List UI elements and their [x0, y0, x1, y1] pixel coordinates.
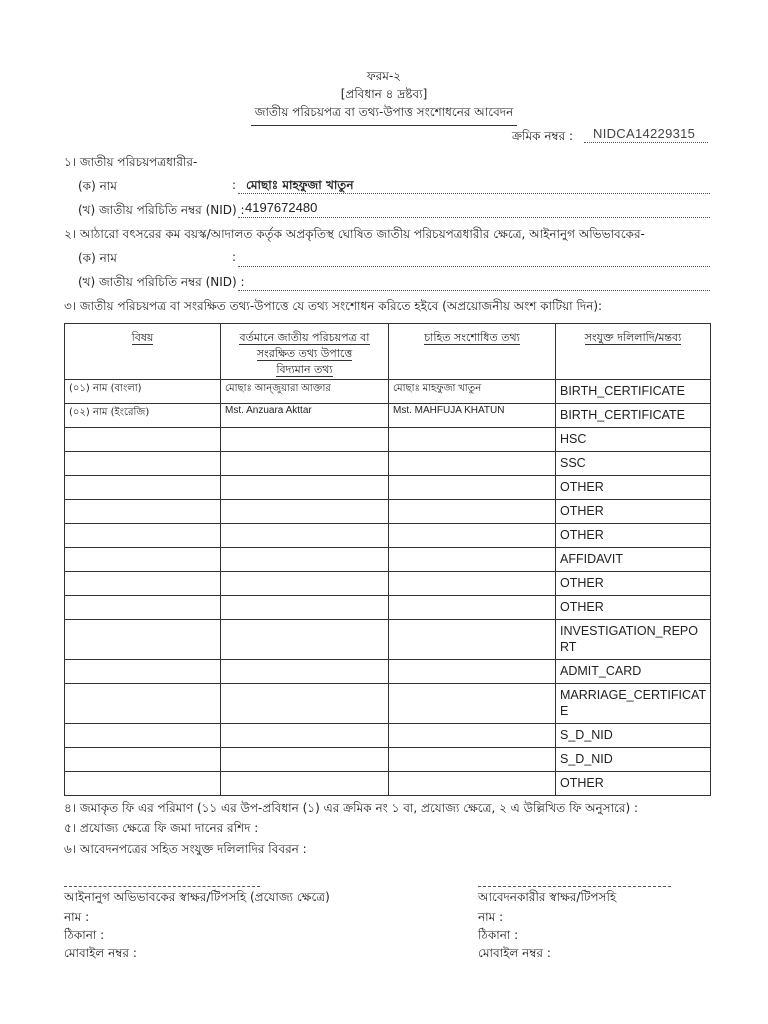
table-row: [65, 684, 711, 724]
guardian-address-field: ঠিকানা :: [64, 928, 105, 942]
cell-requested: [389, 748, 556, 772]
guardian-name-label: (ক) নাম: [78, 251, 117, 265]
cell-current: [221, 620, 389, 660]
table-row: [65, 772, 711, 796]
cell-subject: [65, 684, 221, 724]
holder-nid-label: (খ) জাতীয় পরিচিতি নম্বর (NID) :: [78, 203, 245, 217]
table-row: [65, 748, 711, 772]
guardian-mobile-field: মোবাইল নম্বর :: [64, 946, 137, 960]
section1-heading: ১। জাতীয় পরিচয়পত্রধারীর-: [64, 155, 198, 169]
cell-subject: [65, 452, 221, 476]
table-row: [65, 380, 711, 404]
table-row: [65, 428, 711, 452]
cell-current: মোছাঃ আন্জুয়ারা আক্তার: [221, 380, 389, 404]
cell-attachment: INVESTIGATION_REPORT: [556, 620, 711, 660]
guardian-name-line: [238, 266, 710, 267]
cell-attachment: MARRIAGE_CERTIFICATE: [556, 684, 711, 724]
cell-requested: [389, 620, 556, 660]
form-title: জাতীয় পরিচয়পত্র বা তথ্য-উপাত্ত সংশোধনের আবেদন: [251, 104, 517, 126]
correction-table: [64, 323, 711, 796]
cell-requested: [389, 548, 556, 572]
table-row: [65, 596, 711, 620]
table-row: [65, 572, 711, 596]
cell-subject: [65, 620, 221, 660]
cell-subject: [65, 772, 221, 796]
table-row: [65, 476, 711, 500]
applicant-name-field: নাম :: [478, 910, 504, 924]
col-header-attachment: সংযুক্ত দলিলাদি/মন্তব্য: [556, 324, 711, 380]
cell-requested: [389, 660, 556, 684]
section3-heading: ৩। জাতীয় পরিচয়পত্র বা সংরক্ষিত তথ্য-উপাত্তে যে তথ্য সংশোধন করিতে হইবে (অপ্রয়োজনীয় অংশ কাটিয়া দিন):: [64, 299, 603, 313]
applicant-address-field: ঠিকানা :: [478, 928, 519, 942]
section2-heading: ২। আঠারো বৎসরের কম বয়স্ক/আদালত কর্তৃক অপ্রকৃতিস্থ ঘোষিত জাতীয় পরিচয়পত্রধারীর ক্ষেত্রে, আইনানুগ অভিভাবকের-: [64, 227, 645, 241]
cell-attachment: OTHER: [556, 596, 711, 620]
guardian-name-colon: :: [232, 250, 237, 264]
cell-current: [221, 452, 389, 476]
cell-requested: [389, 524, 556, 548]
col-header-subject: বিষয়: [65, 324, 221, 380]
cell-current: [221, 660, 389, 684]
serial-underline: [584, 142, 708, 143]
cell-current: [221, 476, 389, 500]
table-row: [65, 660, 711, 684]
guardian-signature-line: [64, 886, 260, 887]
cell-attachment: ADMIT_CARD: [556, 660, 711, 684]
holder-name-label: (ক) নাম: [78, 179, 117, 193]
cell-current: [221, 596, 389, 620]
cell-current: [221, 524, 389, 548]
cell-subject: [65, 748, 221, 772]
cell-subject: [65, 500, 221, 524]
cell-requested: [389, 596, 556, 620]
attached-docs-item: ৬। আবেদনপত্রের সহিত সংযুক্ত দলিলাদির বিবরন :: [64, 842, 307, 856]
cell-attachment: S_D_NID: [556, 724, 711, 748]
cell-requested: [389, 428, 556, 452]
cell-current: [221, 684, 389, 724]
cell-current: [221, 772, 389, 796]
cell-requested: [389, 476, 556, 500]
col-header-current: বর্তমানে জাতীয় পরিচয়পত্র বা সংরক্ষিত তথ্য উপাত্তে বিদ্যমান তথ্য: [221, 324, 389, 380]
cell-current: [221, 500, 389, 524]
cell-attachment: OTHER: [556, 500, 711, 524]
cell-subject: [65, 596, 221, 620]
table-row: [65, 724, 711, 748]
cell-attachment: AFFIDAVIT: [556, 548, 711, 572]
cell-attachment: OTHER: [556, 524, 711, 548]
cell-subject: [65, 724, 221, 748]
table-header-row: [65, 324, 711, 380]
guardian-nid-label: (খ) জাতীয় পরিচিতি নম্বর (NID) :: [78, 275, 245, 289]
fee-amount-item: ৪। জমাকৃত ফি এর পরিমাণ (১১ এর উপ-প্রবিধান (১) এর ক্রমিক নং ১ বা, প্রযোজ্য ক্ষেত্রে, ২ এ উল্লিখিত ফি অনুসারে) :: [64, 801, 639, 815]
cell-current: [221, 548, 389, 572]
cell-attachment: OTHER: [556, 772, 711, 796]
holder-name-line: [238, 193, 710, 194]
cell-subject: [65, 476, 221, 500]
table-row: [65, 524, 711, 548]
cell-subject: (০২) নাম (ইংরেজি): [65, 404, 221, 428]
cell-attachment: HSC: [556, 428, 711, 452]
cell-requested: [389, 452, 556, 476]
serial-label: ক্রমিক নম্বর :: [512, 129, 574, 143]
serial-number: NIDCA14229315: [593, 126, 696, 141]
holder-name-value: মোছাঃ মাহফুজা খাতুন: [246, 178, 354, 192]
cell-requested: [389, 500, 556, 524]
holder-nid-line: [238, 217, 710, 218]
table-row: [65, 548, 711, 572]
cell-attachment: S_D_NID: [556, 748, 711, 772]
cell-requested: [389, 724, 556, 748]
cell-current: [221, 572, 389, 596]
form-number: ফরম-২: [366, 69, 402, 83]
cell-subject: [65, 548, 221, 572]
applicant-mobile-field: মোবাইল নম্বর :: [478, 946, 551, 960]
cell-requested: [389, 684, 556, 724]
fee-receipt-item: ৫। প্রযোজ্য ক্ষেত্রে ফি জমা দানের রশিদ :: [64, 821, 259, 835]
cell-attachment: OTHER: [556, 572, 711, 596]
cell-requested: মোছাঃ মাহফুজা খাতুন: [389, 380, 556, 404]
cell-current: [221, 748, 389, 772]
table-row: [65, 620, 711, 660]
guardian-nid-line: [238, 290, 710, 291]
cell-subject: [65, 524, 221, 548]
cell-subject: [65, 572, 221, 596]
cell-requested: [389, 772, 556, 796]
cell-attachment: BIRTH_CERTIFICATE: [556, 404, 711, 428]
cell-requested: [389, 572, 556, 596]
holder-nid-value: 4197672480: [245, 200, 318, 215]
cell-subject: [65, 660, 221, 684]
cell-subject: (০১) নাম (বাংলা): [65, 380, 221, 404]
guardian-signature-label: আইনানুগ অভিভাবকের স্বাক্ষর/টিপসহি (প্রযোজ্য ক্ষেত্রে): [64, 890, 330, 904]
cell-attachment: OTHER: [556, 476, 711, 500]
rule-reference: [প্রবিধান ৪ দ্রষ্টব্য]: [340, 87, 428, 101]
table-row: [65, 500, 711, 524]
table-row: [65, 404, 711, 428]
cell-current: [221, 428, 389, 452]
cell-subject: [65, 428, 221, 452]
holder-name-colon: :: [232, 178, 237, 192]
guardian-name-field: নাম :: [64, 910, 90, 924]
cell-attachment: SSC: [556, 452, 711, 476]
cell-current: Mst. Anzuara Akttar: [221, 404, 389, 428]
table-row: [65, 452, 711, 476]
cell-requested: Mst. MAHFUJA KHATUN: [389, 404, 556, 428]
col-header-requested: চাহিত সংশোধিত তথ্য: [389, 324, 556, 380]
applicant-signature-label: আবেদনকারীর স্বাক্ষর/টিপসহি: [478, 890, 617, 904]
applicant-signature-line: [478, 886, 671, 887]
cell-current: [221, 724, 389, 748]
cell-attachment: BIRTH_CERTIFICATE: [556, 380, 711, 404]
